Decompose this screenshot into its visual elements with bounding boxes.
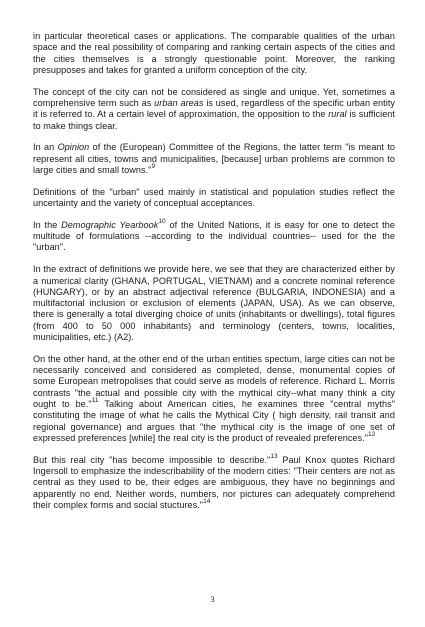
italic-term: Demographic Yearbook [61, 219, 159, 230]
page-number: 3 [210, 594, 215, 604]
text-run: of the United Nations, it is easy for one to detect the multitude of formulations --according to the individual countries-- used for the the "urban". [33, 219, 395, 253]
text-run: In the extract of definitions we provide here, we see that they are characterized either by a numerical clarity (GHANA, PORTUGAL, VIETNAM) and a concrete nominal reference (HUNGARY), or by an abstract adjectival reference (BULGARIA, INDONESIA) and a multifactorial inclusion or exclusion of elements (JAPAN, USA). As we can observe, there is generally a total diverging choice of units (inhabitants or dwellings), total figures (from 400 to 50 000 inhabitants) and terminology (centers, towns, localities, municipalities, etc.) (A2). [33, 264, 395, 343]
paragraph-8 [33, 452, 395, 511]
text-run: Definitions of the "urban" used mainly in statistical and population studies reflect the uncertainty and the variety of conceptual acceptances. [33, 186, 395, 209]
footnote-ref: 9 [151, 162, 156, 170]
paragraph-7 [33, 354, 395, 444]
text-run: is sufficient to make things clear. [33, 109, 395, 131]
text-run: But this real city "has become impossible to describe." [33, 454, 271, 465]
italic-term: Opinion [57, 142, 90, 153]
text-run: of the (European) Committee of the Regions, the latter term "is meant to represent all cities, towns and municipalities, [because] urban problems are common to large cities and small towns." [33, 142, 395, 175]
text-run: Talking about American cities, he examines three "central myths" constituting the image of what he calls the Mythical City ( high density, rail transit and regional governance) and argues that "the mythical city is the image of one set of expressed preferences [while] the real city is the product of revealed preferences." [33, 399, 395, 443]
paragraph-3 [33, 142, 395, 176]
footnote-ref: 12 [367, 430, 376, 438]
paragraph-4 [33, 187, 395, 210]
document-body [33, 31, 395, 522]
text-run: The concept of the city can not be considered as single and unique. Yet, sometimes a comprehensive term such as [33, 86, 395, 108]
footnote-ref: 10 [158, 217, 166, 225]
text-run: In the [33, 219, 62, 230]
italic-term: rural [328, 109, 347, 120]
footnote-ref: 11 [91, 396, 99, 404]
italic-term: urban areas [154, 97, 204, 108]
text-run: On the other hand, at the other end of the urban entities spectum, large cities can not be necessarily conceived and considered as completed, dense, monumental copies of some European metropolises that could serve as models of reference. Richard L. Morris contrasts "the actual and possible city with the mythical city--what many think a city ought to be." [33, 353, 395, 410]
text-run: is used, regardless of the specific urban entity it is referred to. At a certain level of approximation, the opposition to the [33, 97, 395, 120]
text-run: Paul Knox quotes Richard Ingersoll to emphasize the indescribability of the modern cities: "Their centers are not as central as they used to be, their edges are ambiguous, they have no beginnings and apparently no end. Neither words, numbers, nor pictures can adequately comprehend their complex forms and social stuctures." [33, 454, 395, 510]
paragraph-6 [33, 264, 395, 343]
footnote-ref: 14 [203, 497, 211, 505]
paragraph-5 [33, 217, 395, 254]
paragraph-2 [33, 87, 395, 132]
footnote-ref: 13 [270, 452, 278, 460]
paragraph-1 [33, 31, 395, 76]
text-run: in particular theoretical cases or applications. The comparable qualities of the urban space and the real possibility of comparing and ranking certain aspects of the cities and the cities themselves is a strongly questionable point. Moreover, the ranking presupposes and takes for granted a uniform conception of the city. [33, 31, 395, 75]
text-run: In an [33, 142, 58, 153]
